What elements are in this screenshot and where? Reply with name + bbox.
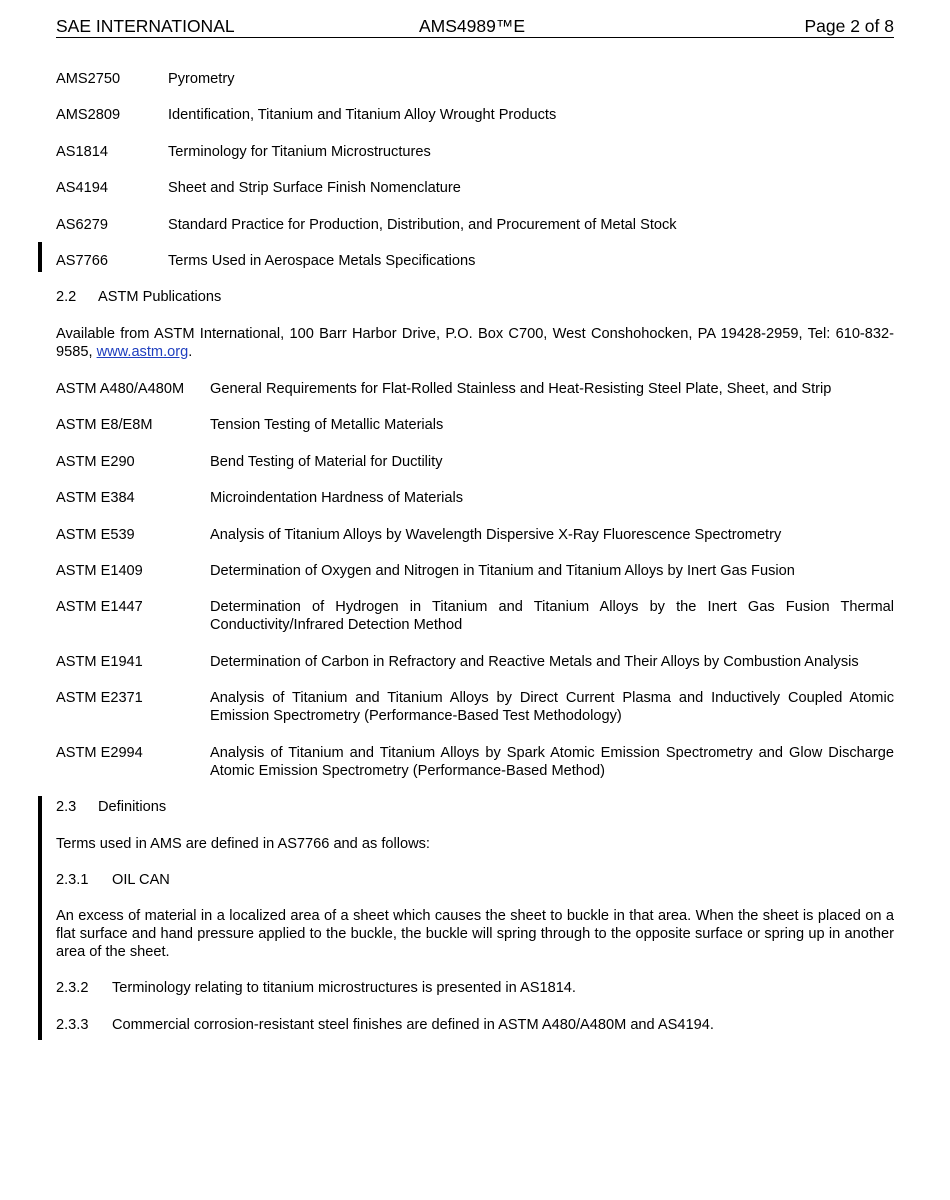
availability-paragraph [56,325,894,361]
reference-code: AS4194 [56,180,108,196]
reference-title: Terminology for Titanium Microstructures [168,144,431,160]
reference-title: Microindentation Hardness of Materials [210,490,464,506]
reference-code: AS6279 [56,217,108,233]
reference-title: General Requirements for Flat-Rolled Stainless and Heat-Resisting Steel Plate, Sheet, and Strip [210,381,832,397]
definitions-intro: Terms used in AMS are defined in AS7766 and as follows: [56,836,430,852]
header-document-number: AMS4989™E [419,16,526,36]
reference-code: ASTM E2994 [56,745,143,761]
oil-can-definition: An excess of material in a localized area of a sheet which causes the sheet to buckle in that area. When the sheet is placed on a flat surface and hand pressure applied to the buckle, the buckle will spring through to the opposite surface or spring up in another area of the sheet. [56,908,894,960]
reference-title: Determination of Oxygen and Nitrogen in Titanium and Titanium Alloys by Inert Gas Fusion [210,563,795,579]
section-title: Definitions [98,799,167,815]
subsection-text: Commercial corrosion-resistant steel finishes are defined in ASTM A480/A480M and AS4194. [112,1017,714,1033]
subsection-text: Terminology relating to titanium microstructures is presented in AS1814. [112,980,576,996]
subsection-number: 2.3.2 [56,980,89,996]
reference-code: AMS2809 [56,107,121,123]
subsection-title: OIL CAN [112,872,170,888]
revision-change-bar [38,796,42,1040]
reference-title: Determination of Hydrogen in Titanium and Titanium Alloys by the Inert Gas Fusion Thermal Conductivity/Infrared Detection Method [210,599,894,633]
reference-title: Standard Practice for Production, Distribution, and Procurement of Metal Stock [168,217,677,233]
reference-code: ASTM A480/A480M [56,381,185,397]
reference-title: Analysis of Titanium and Titanium Alloys by Spark Atomic Emission Spectrometry and Glow Discharge Atomic Emission Spectrometry (Performance-Based Method) [210,745,894,779]
header-page-number: Page 2 of 8 [804,16,894,36]
section-title: ASTM Publications [98,289,222,305]
reference-code: ASTM E2371 [56,690,143,706]
reference-code: ASTM E1447 [56,599,143,615]
subsection-number: 2.3.1 [56,872,89,888]
availability-end: . [188,344,193,360]
section-number: 2.3 [56,799,77,815]
reference-code: ASTM E1941 [56,654,143,670]
header-organization: SAE INTERNATIONAL [56,16,235,36]
revision-change-bar [38,242,42,272]
reference-code: ASTM E539 [56,527,135,543]
reference-code: ASTM E1409 [56,563,143,579]
reference-code: AS7766 [56,253,108,269]
section-number: 2.2 [56,289,77,305]
reference-code: AMS2750 [56,71,121,87]
reference-title: Pyrometry [168,71,235,87]
reference-code: ASTM E384 [56,490,135,506]
reference-title: Determination of Carbon in Refractory and Reactive Metals and Their Alloys by Combustion Analysis [210,654,859,670]
reference-title: Identification, Titanium and Titanium Alloy Wrought Products [168,107,557,123]
reference-title: Terms Used in Aerospace Metals Specifications [168,253,476,269]
reference-title: Bend Testing of Material for Ductility [210,454,443,470]
astm-website-link[interactable]: www.astm.org [96,344,189,360]
reference-code: ASTM E8/E8M [56,417,153,433]
reference-code: AS1814 [56,144,108,160]
reference-title: Analysis of Titanium Alloys by Wavelength Dispersive X-Ray Fluorescence Spectrometry [210,527,782,543]
reference-title: Tension Testing of Metallic Materials [210,417,444,433]
reference-code: ASTM E290 [56,454,135,470]
reference-title: Analysis of Titanium and Titanium Alloys by Direct Current Plasma and Inductively Coupled Atomic Emission Spectrometry (Performance-Based Test Methodology) [210,690,894,724]
reference-title: Sheet and Strip Surface Finish Nomenclature [168,180,461,196]
page-header [56,13,894,38]
availability-text: Available from ASTM International, 100 Barr Harbor Drive, P.O. Box C700, West Conshohocken, PA 19428-2959, Tel: 610-832-9585, [56,326,894,360]
subsection-number: 2.3.3 [56,1017,89,1033]
